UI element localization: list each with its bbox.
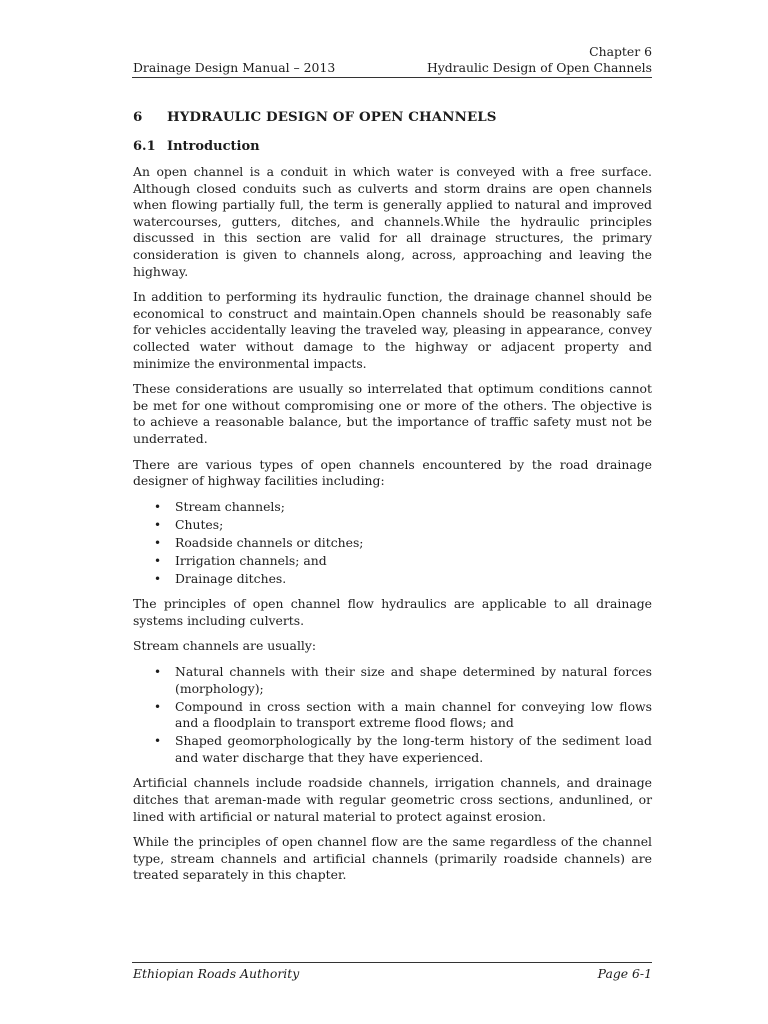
chapter-title-label: Hydraulic Design of Open Channels <box>426 60 652 75</box>
running-header-right <box>427 44 652 76</box>
paragraph: There are various types of open channels encountered by the road drainage designer of highway facilities including: <box>133 456 652 489</box>
list-item-text: Drainage ditches. <box>175 570 287 586</box>
paragraph: Stream channels are usually: <box>133 638 317 654</box>
paragraph: While the principles of open channel flow are the same regardless of the channel type, stream channels and artificial channels (primarily roadside channels) are treated separately in this chapter. <box>133 834 652 883</box>
bullet-glyph: • <box>154 535 162 550</box>
header-divider <box>132 77 652 78</box>
bullet-glyph: • <box>154 499 162 514</box>
list-item-text: Chutes; <box>175 516 224 532</box>
list-item <box>133 499 652 516</box>
manual-title-label: Drainage Design Manual – 2013 <box>133 60 336 75</box>
list-item <box>133 517 652 534</box>
list-item-text: Shaped geomorphologically by the long-term history of the sediment load and water discharge that they have experienced. <box>175 733 652 765</box>
chapter-heading-number: 6 <box>133 109 143 125</box>
list-item <box>133 571 652 588</box>
page-number: Page 6-1 <box>597 966 652 981</box>
paragraph: An open channel is a conduit in which water is conveyed with a free surface. Although closed conduits such as culverts and storm drains are open channels when flowing partially full, the term is generally applied to natural and improved watercourses, gutters, ditches, and channels.While the hydraulic principles discussed in this section are valid for all drainage structures, the primary consideration is given to channels along, across, approaching and leaving the highway. <box>133 164 652 279</box>
list-item <box>133 553 652 570</box>
paragraph: Artificial channels include roadside channels, irrigation channels, and drainage ditches that areman-made with regular geometric cross sections, andunlined, or lined with artificial or natural material to protect against erosion. <box>133 775 652 824</box>
list-item-text: Irrigation channels; and <box>175 552 327 568</box>
page-body <box>133 108 652 893</box>
bullet-glyph: • <box>154 517 162 532</box>
list-item-text: Natural channels with their size and shape determined by natural forces (morphology); <box>175 664 652 696</box>
footer-divider <box>132 962 652 963</box>
paragraph: In addition to performing its hydraulic function, the drainage channel should be economical to construct and maintain.Open channels should be reasonably safe for vehicles accidentally leaving the traveled way, pleasing in appearance, convey collected water without damage to the highway or adjacent property and minimize the environmental impacts. <box>133 289 652 371</box>
paragraph: These considerations are usually so interrelated that optimum conditions cannot be met for one without compromising one or more of the others. The objective is to achieve a reasonable balance, but the importance of traffic safety must not be underrated. <box>133 381 652 446</box>
stream-channels-list <box>133 664 652 766</box>
section-heading-number: 6.1 <box>133 139 156 154</box>
list-item <box>133 535 652 552</box>
list-item <box>133 664 652 697</box>
section-heading-title: Introduction <box>167 139 260 154</box>
list-item-text: Compound in cross section with a main channel for conveying low flows and a floodplain to transport extreme flood flows; and <box>175 698 652 731</box>
list-item <box>133 699 652 732</box>
bullet-glyph: • <box>154 553 162 568</box>
chapter-heading-title: HYDRAULIC DESIGN OF OPEN CHANNELS <box>167 109 497 125</box>
bullet-glyph: • <box>154 571 162 586</box>
section-heading <box>133 138 652 156</box>
bullet-glyph: • <box>154 665 162 679</box>
list-item <box>133 733 652 766</box>
bullet-glyph: • <box>154 699 162 714</box>
footer-authority: Ethiopian Roads Authority <box>133 966 300 981</box>
chapter-heading <box>133 108 652 126</box>
chapter-label: Chapter 6 <box>589 44 652 59</box>
paragraph: The principles of open channel flow hydraulics are applicable to all drainage systems including culverts. <box>133 596 652 628</box>
list-item-text: Stream channels; <box>175 498 285 514</box>
bullet-glyph: • <box>154 734 162 749</box>
list-item-text: Roadside channels or ditches; <box>175 534 364 550</box>
channel-types-list <box>133 499 652 588</box>
